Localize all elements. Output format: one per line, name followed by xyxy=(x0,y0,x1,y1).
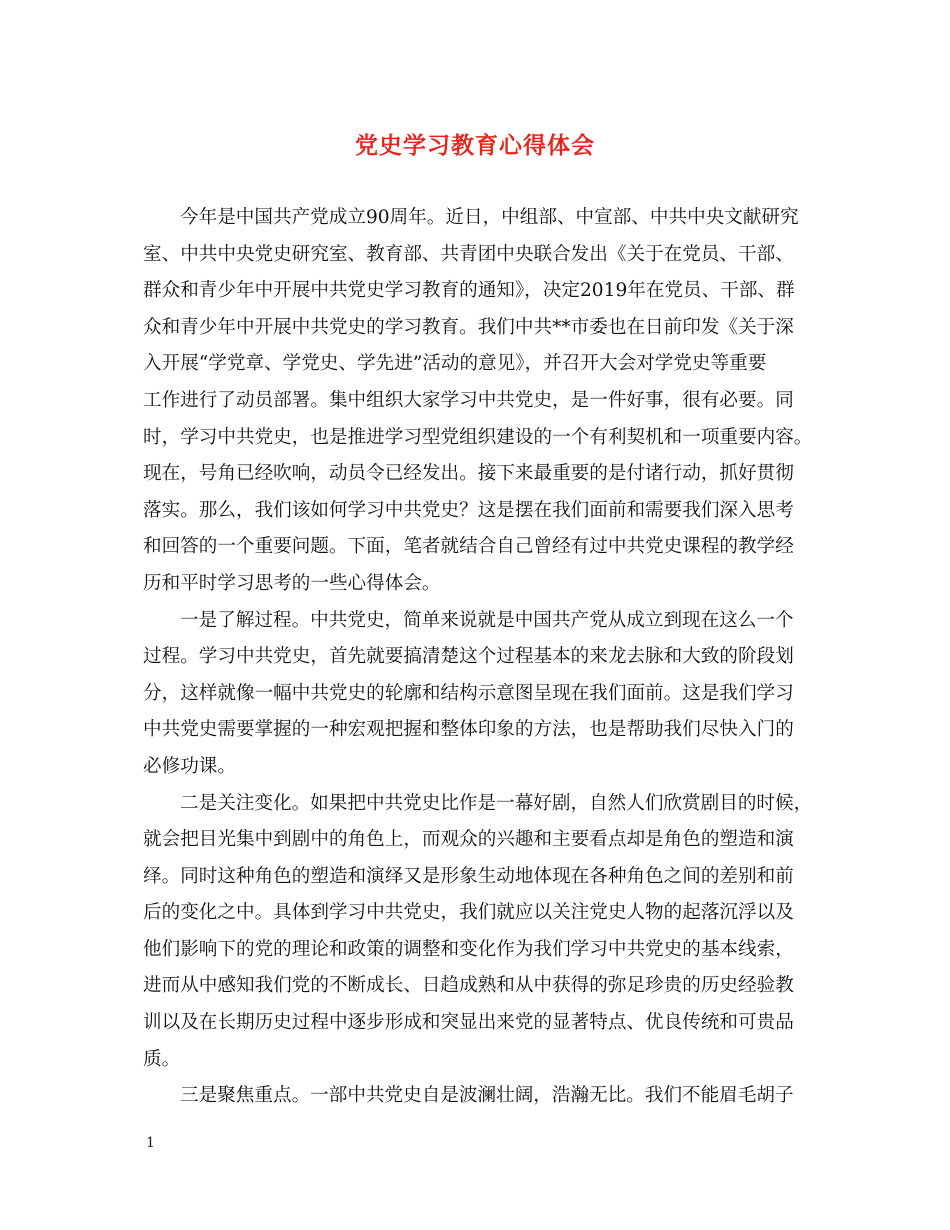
paragraph-focus-key-points: 三是聚焦重点。一部中共党史自是波澜壮阔，浩瀚无比。我们不能眉毛胡子 xyxy=(180,1085,794,1107)
paragraph-understand-process: 一是了解过程。中共党史，简单来说就是中国共产党从成立到现在这么一个 过程。学习中共党史，首先就要搞清楚这个过程基本的来龙去脉和大致的阶段划 分，这样就像一幅中共党史的轮廓和结构示意图呈现在我们面前。这是我们学习 中共党史需要掌握的一种宏观把握和整体印象的方法，也是帮助我们尽快入门的 必修功课。 xyxy=(143,609,794,777)
document-title: 党史学习教育心得体会 xyxy=(355,132,595,159)
paragraph-intro: 今年是中国共产党成立90周年。近日，中组部、中宣部、中共中央文献研究 室、中共中央党史研究室、教育部、共青团中央联合发出《关于在党员、干部、 群众和青少年中开展中共党史学习教育的通知》，决定2019年在党员、干部、群 众和青少年中开展中共党史的学习教育。我们中共**市委也在日前印发《关于深 入开展“学党章、学党史、学先进”活动的意见》，并召开大会对学党史等重要 工作进行了动员部署。集中组织大家学习中共党史，是一件好事，很有必要。同 时，学习中共党史，也是推进学习型党组织建设的一个有利契机和一项重要内容。 现在，号角已经吹响，动员令已经发出。接下来最重要的是付诸行动，抓好贯彻 落实。那么，我们该如何学习中共党史？这是摆在我们面前和需要我们深入思考 和回答的一个重要问题。下面，笔者就结合自己曾经有过中共党史课程的教学经 历和平时学习思考的一些心得体会。 xyxy=(143,207,813,594)
paragraph-focus-changes: 二是关注变化。如果把中共党史比作是一幕好剧，自然人们欣赏剧目的时候， 就会把目光集中到剧中的角色上，而观众的兴趣和主要看点却是角色的塑造和演 绎。同时这种角色的塑造和演绎又是形象生动地体现在各种角色之间的差别和前 后的变化之中。具体到学习中共党史，我们就应以关注党史人物的起落沉浮以及 他们影响下的党的理论和政策的调整和变化作为我们学习中共党史的基本线索， 进而从中感知我们党的不断成长、日趋成熟和从中获得的弥足珍贵的历史经验教 训以及在长期历史过程中逐步形成和突显出来党的显著特点、优良传统和可贵品 质。 xyxy=(143,792,813,1070)
document-body xyxy=(143,200,818,1115)
page-number: 1 xyxy=(146,1135,155,1151)
